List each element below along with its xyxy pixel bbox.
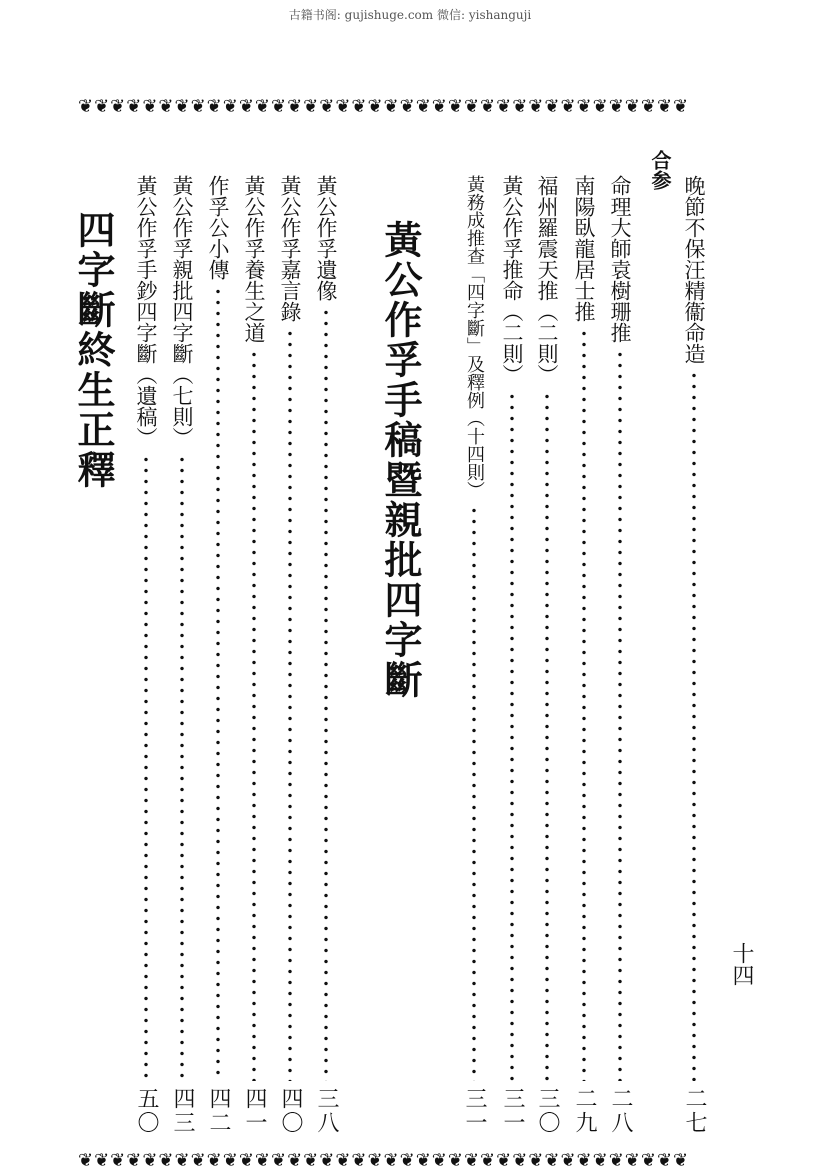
toc-entry-title: 黃公作孚親批四字斷（七則）	[170, 175, 194, 448]
toc-entry[interactable]	[570, 175, 598, 1135]
leader-dots	[680, 370, 708, 1081]
toc-entry-page: 二九	[572, 1087, 597, 1135]
leader-dots	[533, 391, 561, 1081]
toc-entry[interactable]	[168, 175, 196, 1135]
toc-entry-page: 五〇	[134, 1087, 159, 1135]
decorative-border-top: ❦❦❦❦❦❦❦❦❦❦❦❦❦❦❦❦❦❦❦❦❦❦❦❦❦❦❦❦❦❦❦❦❦❦❦❦❦❦	[78, 96, 690, 117]
toc-entry[interactable]	[498, 175, 526, 1135]
toc-entry-page: 四二	[206, 1087, 231, 1135]
toc-entry-page: 二七	[682, 1087, 707, 1135]
leader-dots	[168, 454, 196, 1081]
toc-entry[interactable]	[240, 175, 268, 1135]
leader-dots	[606, 349, 634, 1081]
toc-entry-page: 二八	[608, 1087, 633, 1135]
toc-entry[interactable]	[204, 175, 232, 1135]
toc-entry[interactable]	[312, 175, 340, 1135]
toc-entry[interactable]	[533, 175, 561, 1135]
leader-dots	[276, 328, 304, 1081]
toc-entry[interactable]	[680, 175, 708, 1135]
toc-entry-title: 作孚公小傳	[206, 175, 230, 280]
leader-dots	[204, 286, 232, 1081]
section-title-four-character-judgement: 四字斷終生正釋	[71, 210, 115, 490]
leader-dots	[132, 454, 160, 1081]
toc-entry-title: 晚節不保汪精衞命造	[682, 175, 706, 364]
toc-entry-title: 黃務成推查「四字斷」及釋例（十四則）	[464, 175, 485, 499]
page-number: 十四	[729, 942, 754, 986]
toc-entry-title: 南陽臥龍居士推	[572, 175, 596, 322]
toc-entry-title: 黃公作孚養生之道	[242, 175, 266, 343]
toc-entry-title: 命理大師袁樹珊推	[608, 175, 632, 343]
leader-dots	[312, 307, 340, 1081]
leader-dots	[498, 391, 526, 1081]
toc-entry-title: 黃公作孚手鈔四字斷（遺稿）	[134, 175, 158, 448]
toc-entry-page: 四一	[242, 1087, 267, 1135]
leader-dots	[460, 505, 488, 1081]
toc-entry-title: 黃公作孚遺像	[314, 175, 338, 301]
toc-entry[interactable]	[606, 175, 634, 1135]
toc-entry-title: 黃公作孚嘉言錄	[278, 175, 302, 322]
toc-entry-page: 四三	[170, 1087, 195, 1135]
toc-entry[interactable]	[276, 175, 304, 1135]
toc-entry-title: 福州羅震天推（二則）	[535, 175, 559, 385]
subheading: 合参	[648, 150, 672, 190]
toc-entry-page: 四〇	[278, 1087, 303, 1135]
toc-entry[interactable]	[132, 175, 160, 1135]
watermark-text: 古籍书阁: gujishuge.com 微信: yishanguji	[288, 8, 532, 22]
leader-dots	[570, 328, 598, 1081]
decorative-border-bottom: ❦❦❦❦❦❦❦❦❦❦❦❦❦❦❦❦❦❦❦❦❦❦❦❦❦❦❦❦❦❦❦❦❦❦❦❦❦❦	[78, 1150, 690, 1171]
section-title-handwritten-manuscript: 黃公作孚手稿暨親批四字斷	[378, 220, 422, 700]
toc-entry[interactable]	[460, 175, 488, 1135]
toc-entry-page: 三八	[314, 1087, 339, 1135]
leader-dots	[240, 349, 268, 1081]
toc-entry-page: 三〇	[535, 1087, 560, 1135]
toc-entry-page: 三一	[462, 1087, 487, 1135]
toc-entry-title: 黃公作孚推命（二則）	[500, 175, 524, 385]
toc-entry-page: 三一	[500, 1087, 525, 1135]
